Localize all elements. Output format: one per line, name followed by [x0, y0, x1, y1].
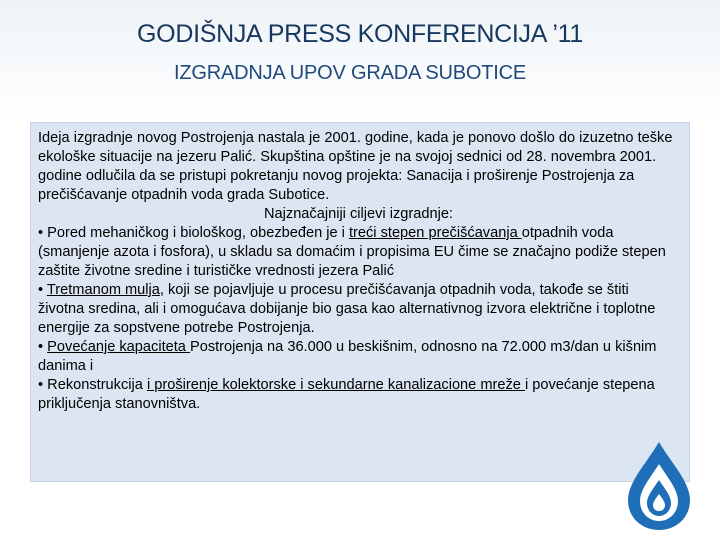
underlined-phrase: Tretmanom mulja — [46, 282, 160, 298]
underlined-phrase: Povećanje kapaciteta — [47, 339, 190, 355]
slide-subtitle: IZGRADNJA UPOV GRADA SUBOTICE — [173, 62, 527, 84]
bullet-item: • Povećanje kapaciteta Postrojenja na 36.000 u beskišnim, odnosno na 72.000 m3/dan u kišnim danima i — [38, 339, 657, 374]
slide-title: GODIŠNJA PRESS KONFERENCIJA ’11 — [137, 20, 583, 48]
bullet-item: • Tretmanom mulja, koji se pojavljuje u procesu prečišćavanja otpadnih voda, takođe se štiti životna sredina, ali i omogućava dobijanje bio gasa kao alternativnog izvora električne i toplotne energije za sopstvene potrebe Postrojenja. — [38, 282, 656, 336]
goals-heading: Najznačajniji ciljevi izgradnje: — [264, 206, 453, 222]
underlined-phrase: i proširenje kolektorske i sekundarne kanalizacione mreže — [146, 377, 525, 393]
bullet-item: • Pored mehaničkog i biološkog, obezbeđen je i treći stepen prečišćavanja otpadnih voda (smanjenje azota i fosfora), u skladu sa domaćim i propisima EU čime se značajno podiže stepen zaštite životne sredine i turističke vrednosti jezera Palić — [38, 225, 666, 279]
water-drop-logo-icon — [624, 440, 694, 532]
content-box — [30, 122, 690, 482]
bullet-item: • Rekonstrukcija i proširenje kolektorske i sekundarne kanalizacione mreže i povećanje stepena priključenja stanovništva. — [38, 377, 655, 412]
intro-paragraph: Ideja izgradnje novog Postrojenja nastala je 2001. godine, kada je ponovo došlo do izuzetno teške ekološke situacije na jezeru Palić. Skupština opštine je na svojoj sednici od 28. novembra 2001. godine odlučila da se pristupi pokretanju novog projekta: Sanacija i proširenje Postrojenja za prečišćavanje otpadnih voda grada Subotice. — [38, 130, 673, 203]
underlined-phrase: treći stepen prečišćavanja — [348, 225, 522, 241]
